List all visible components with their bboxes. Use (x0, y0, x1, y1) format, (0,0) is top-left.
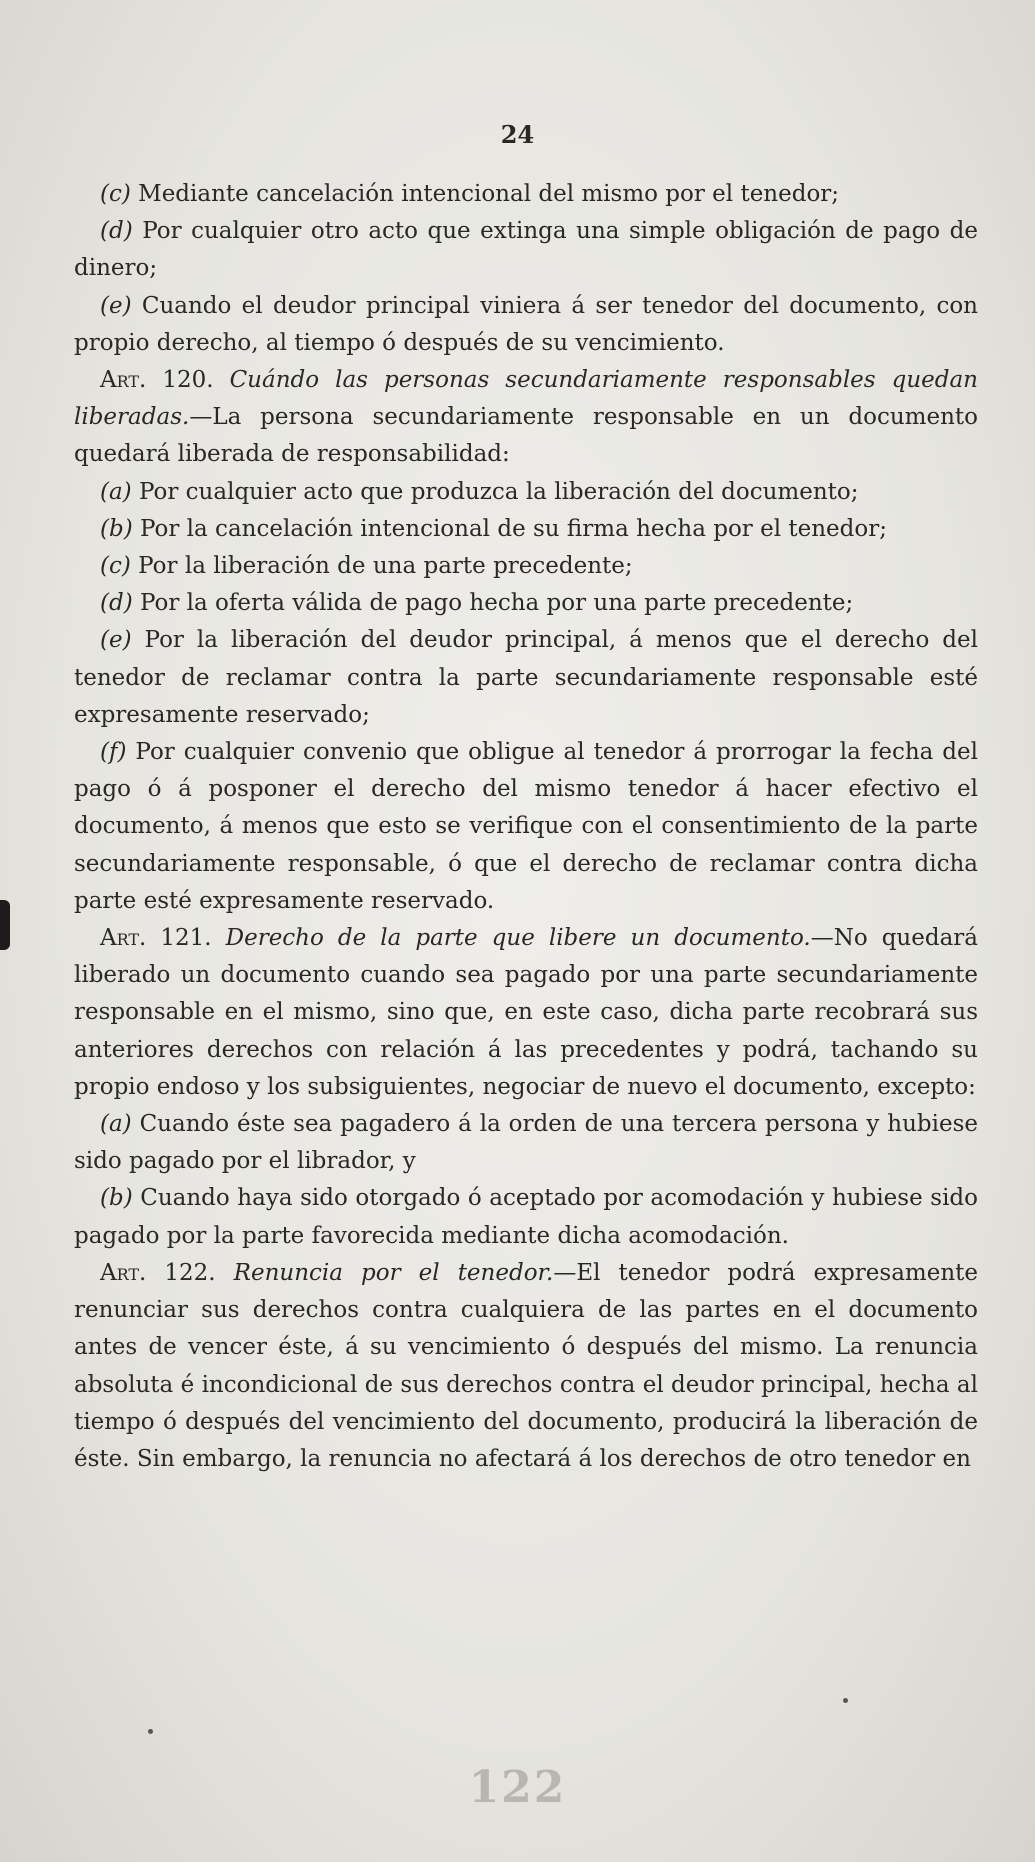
article-number: Art. 122. (100, 1259, 216, 1286)
item-text: Por cualquier otro acto que extinga una simple obligación de pago de dinero; (74, 218, 978, 282)
item-label: (a) (100, 1111, 132, 1138)
scan-edge-mark (0, 900, 10, 950)
item-text: Por la liberación del deudor principal, á menos que el derecho del tenedor de reclamar contra la parte secundariamente responsable esté expresamente reservado; (74, 627, 978, 728)
paragraph (74, 1106, 978, 1180)
article-heading: Cuándo las personas secundariamente responsables quedan liberadas. (74, 367, 978, 431)
item-text: Por la cancelación intencional de su firma hecha por el tenedor; (132, 515, 887, 542)
article-paragraph (74, 1255, 978, 1478)
item-label: (c) (100, 181, 131, 207)
article-heading: Derecho de la parte que libere un documento. (211, 925, 811, 952)
paragraph (74, 734, 978, 920)
item-text: Por cualquier convenio que obligue al tenedor á prorrogar la fecha del pago ó á posponer el derecho del mismo tenedor á hacer efectivo el documento, á menos que esto se verifique con el consentimiento de la parte secundariamente responsable, ó que el derecho de reclamar contra dicha parte esté expresamente reservado. (74, 739, 978, 914)
item-label: (a) (100, 478, 132, 505)
paragraph (74, 288, 978, 362)
item-label: (e) (100, 292, 132, 319)
article-paragraph (74, 362, 978, 474)
article-text: —El tenedor podrá expresamente renunciar sus derechos contra cualquiera de las partes en el documento antes de vencer éste, á su vencimiento ó después del mismo. La renuncia absoluta é incondicional de sus derechos contra el deudor principal, hecha al tiempo ó después del vencimiento del documento, producirá la liberación de éste. Sin embargo, la renuncia no afectará á los derechos de otro tenedor en (74, 1259, 978, 1472)
paragraph (74, 176, 978, 213)
article-heading: Renuncia por el tenedor. (215, 1259, 554, 1286)
article-text: —No quedará liberado un documento cuando sea pagado por una parte secundariamente responsable en el mismo, sino que, en este caso, dicha parte recobrará sus anteriores derechos con relación á las precedentes y podrá, tachando su propio endoso y los subsiguientes, negociar de nuevo el documento, excepto: (74, 925, 978, 1100)
item-text: Por la oferta válida de pago hecha por una parte precedente; (132, 590, 854, 617)
item-label: (d) (100, 590, 133, 617)
paragraph (74, 213, 978, 287)
item-label: (f) (100, 739, 127, 766)
item-label: (c) (100, 553, 131, 580)
item-label: (d) (100, 218, 133, 245)
item-text: Por cualquier acto que produzca la liberación del documento; (131, 478, 859, 505)
paragraph (74, 1180, 978, 1254)
page-number: 24 (500, 120, 535, 149)
paragraph (74, 474, 978, 511)
article-number: Art. 121. (100, 925, 212, 952)
paragraph (74, 511, 978, 548)
paragraph (74, 622, 978, 734)
paragraph (74, 548, 978, 585)
paragraph (74, 585, 978, 622)
item-text: Mediante cancelación intencional del mismo por el tenedor; (130, 181, 840, 207)
ink-speck (148, 1729, 153, 1734)
item-label: (b) (100, 515, 133, 542)
item-label: (b) (100, 1185, 133, 1212)
stamp-number: 122 (468, 1762, 567, 1813)
item-text: Por la liberación de una parte precedente; (130, 553, 633, 580)
article-text: —La persona secundariamente responsable en un documento quedará liberada de responsabilidad: (74, 404, 978, 468)
article-number: Art. 120. (100, 367, 214, 394)
item-label: (e) (100, 627, 132, 654)
item-text: Cuando el deudor principal viniera á ser tenedor del documento, con propio derecho, al tiempo ó después de su vencimiento. (74, 292, 978, 356)
item-text: Cuando éste sea pagadero á la orden de una tercera persona y hubiese sido pagado por el librador, y (74, 1111, 978, 1175)
body-text (74, 176, 978, 1478)
item-text: Cuando haya sido otorgado ó aceptado por acomodación y hubiese sido pagado por la parte favorecida mediante dicha acomodación. (74, 1185, 978, 1249)
article-paragraph (74, 920, 978, 1106)
ink-speck (843, 1698, 848, 1703)
